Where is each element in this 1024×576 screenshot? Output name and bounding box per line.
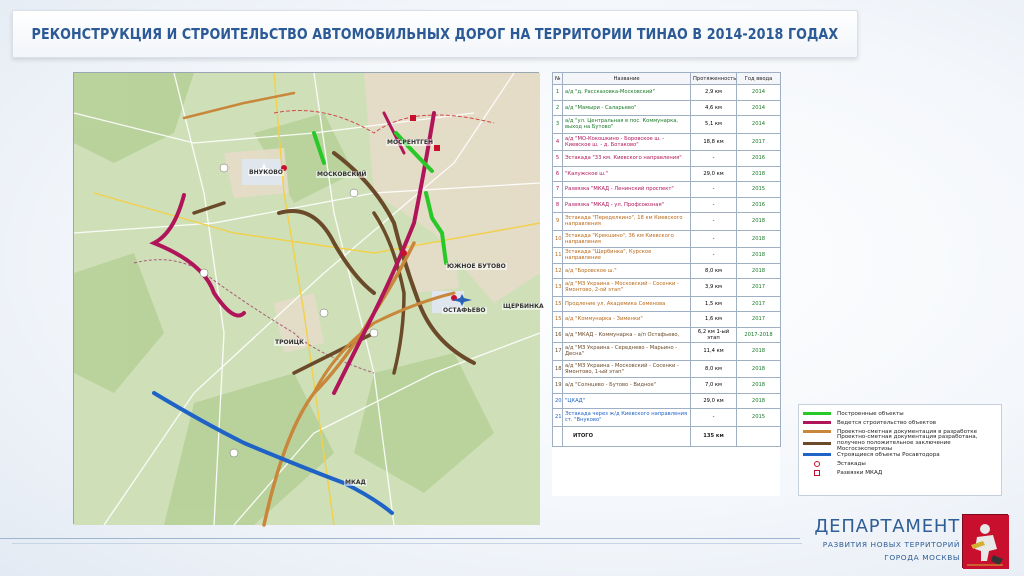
row-name: а/д "Солнцево - Бутово - Видное" (563, 378, 691, 394)
row-num: 1 (553, 85, 563, 101)
row-num: 18 (553, 360, 563, 378)
legend-item (803, 409, 997, 418)
row-length: 3,9 км (691, 279, 737, 297)
table-row (553, 116, 781, 134)
row-num: 8 (553, 197, 563, 213)
table-row (553, 327, 781, 343)
row-name: "Калужское ш." (563, 166, 691, 182)
roads-table-body (553, 85, 781, 427)
row-length: 4,6 км (691, 100, 737, 116)
row-num: 5 (553, 151, 563, 167)
map-legend (798, 404, 1002, 496)
table-header-row (553, 73, 781, 85)
legend-swatch (803, 430, 831, 433)
row-year: 2016 (737, 197, 781, 213)
row-length: 7,0 км (691, 378, 737, 394)
table-row (553, 378, 781, 394)
row-length: 11,4 км (691, 343, 737, 361)
row-num: 15 (553, 296, 563, 312)
row-num: 10 (553, 230, 563, 248)
total-value: 135 км (691, 426, 737, 446)
row-year: 2017 (737, 133, 781, 151)
row-length: - (691, 197, 737, 213)
table-row (553, 360, 781, 378)
legend-label: Проектно-сметная документация разработана, получено положительное заключение Мосгосэкспертизы (837, 434, 978, 452)
row-year: 2018 (737, 360, 781, 378)
table-row (553, 409, 781, 427)
table-row (553, 182, 781, 198)
row-length: 18,8 км (691, 133, 737, 151)
row-year: 2017 (737, 279, 781, 297)
department-name: ДЕПАРТАМЕНТ (814, 516, 960, 537)
table-row (553, 393, 781, 409)
row-length: 1,5 км (691, 296, 737, 312)
department-line1: РАЗВИТИЯ НОВЫХ ТЕРРИТОРИЙ (822, 540, 960, 549)
row-length: 8,0 км (691, 360, 737, 378)
row-year: 2017-2018 (737, 327, 781, 343)
row-year: 2015 (737, 182, 781, 198)
table-total-row (553, 426, 781, 446)
row-length: 2,9 км (691, 85, 737, 101)
col-header-length: Протяженность (691, 73, 737, 85)
map-label-ostafyevo: ОСТАФЬЕВО (443, 307, 486, 314)
map-panel[interactable] (73, 72, 544, 524)
table-row (553, 85, 781, 101)
legend-item (803, 418, 997, 427)
row-year: 2014 (737, 116, 781, 134)
row-year: 2018 (737, 213, 781, 231)
row-length: 6,2 км 1-ый этап (691, 327, 737, 343)
row-num: 20 (553, 393, 563, 409)
row-length: - (691, 151, 737, 167)
row-length: 1,6 км (691, 312, 737, 328)
row-name: Развязка "МКАД - Ленинский проспект" (563, 182, 691, 198)
table-row (553, 100, 781, 116)
row-length: - (691, 182, 737, 198)
row-num: 13 (553, 279, 563, 297)
table-row (553, 151, 781, 167)
table-row (553, 279, 781, 297)
row-year: 2018 (737, 248, 781, 264)
legend-label: Строящиеся объекты Росавтодора (837, 451, 940, 458)
row-length: - (691, 213, 737, 231)
row-num: 7 (553, 182, 563, 198)
table-row (553, 133, 781, 151)
row-name: Эстакада "Крекшино", 36 км Киевского направления (563, 230, 691, 248)
row-year: 2018 (737, 393, 781, 409)
row-name: а/д "МЗ Украина - Московский - Сосенки - Ямонтово, 2-ой этап" (563, 279, 691, 297)
col-header-num: № (553, 73, 563, 85)
table-row (553, 197, 781, 213)
row-name: а/д "МКАД - Коммунарка - а/п Остафьево, (563, 327, 691, 343)
row-length: - (691, 409, 737, 427)
row-year: 2017 (737, 296, 781, 312)
row-length: 29,0 км (691, 166, 737, 182)
table-row (553, 166, 781, 182)
legend-label: Ведется строительство объектов (837, 419, 937, 426)
table-row (553, 343, 781, 361)
row-num: 21 (553, 409, 563, 427)
row-length: - (691, 230, 737, 248)
row-num: 3 (553, 116, 563, 134)
row-year: 2017 (737, 312, 781, 328)
col-header-name: Название (563, 73, 691, 85)
table-row (553, 248, 781, 264)
legend-label: Построенные объекты (837, 410, 904, 417)
row-year: 2014 (737, 85, 781, 101)
row-num: 6 (553, 166, 563, 182)
row-name: а/д "МЗ Украина - Московский - Сосенки - Ямонтово, 1-ый этап" (563, 360, 691, 378)
row-year: 2014 (737, 100, 781, 116)
table-row (553, 296, 781, 312)
row-name: Эстакада "33 км. Киевского направления" (563, 151, 691, 167)
legend-swatch (803, 453, 831, 456)
row-year: 2015 (737, 409, 781, 427)
legend-label: Развязки МКАД (837, 469, 883, 476)
overpass-marker-icon (803, 461, 831, 467)
row-year: 2018 (737, 230, 781, 248)
footer-divider-2 (12, 543, 802, 544)
department-block (810, 516, 960, 563)
row-year: 2018 (737, 378, 781, 394)
row-num: 9 (553, 213, 563, 231)
row-num: 17 (553, 343, 563, 361)
map-label-mkad: МКАД (345, 479, 366, 486)
row-num: 16 (553, 327, 563, 343)
row-num: 12 (553, 263, 563, 279)
row-name: Эстакада "Щербинка", Курское направление (563, 248, 691, 264)
row-name: а/д "Коммунарка - Зименки" (563, 312, 691, 328)
row-name: Продление ул. Академика Семенова (563, 296, 691, 312)
row-name: а/д "ул. Центральная в пос. Коммунарка, выход на Бутово" (563, 116, 691, 134)
row-length: 29,0 км (691, 393, 737, 409)
row-year: 2018 (737, 166, 781, 182)
row-name: Эстакада "Переделкино", 18 км Киевского направления (563, 213, 691, 231)
row-length: 5,1 км (691, 116, 737, 134)
row-name: а/д "МО-Кокошкино - Боровское ш. - Киевское ш. - д. Ботаково" (563, 133, 691, 151)
map-label-shcherbinka: ЩЕРБИНКА (503, 303, 544, 310)
total-label: ИТОГО (563, 426, 691, 446)
map-canvas[interactable] (74, 73, 540, 525)
row-num: 2 (553, 100, 563, 116)
roads-table-panel (552, 72, 780, 496)
row-year: 2018 (737, 263, 781, 279)
legend-swatch (803, 442, 831, 445)
legend-item (803, 459, 997, 468)
row-num: 19 (553, 378, 563, 394)
legend-label: Проектно-сметная документация в разработке (837, 428, 978, 435)
page-title: РЕКОНСТРУКЦИЯ И СТРОИТЕЛЬСТВО АВТОМОБИЛЬНЫХ ДОРОГ НА ТЕРРИТОРИИ ТИНАО В 2014-2018 ГОДАХ (31, 25, 839, 43)
row-name: а/д "д. Рассказовка-Московский" (563, 85, 691, 101)
row-year: 2018 (737, 343, 781, 361)
legend-item (803, 436, 997, 450)
map-label-troitsk: ТРОИЦК (275, 339, 305, 346)
map-label-moskovsky: МОСКОВСКИЙ (317, 171, 367, 178)
legend-label: Эстакады (837, 460, 866, 467)
row-length: 8,0 км (691, 263, 737, 279)
map-label-vnukovo: ВНУКОВО (249, 169, 283, 176)
footer-divider (0, 538, 800, 539)
table-row (553, 213, 781, 231)
legend-item (803, 468, 997, 477)
row-name: Развязка "МКАД - ул. Профсоюзная" (563, 197, 691, 213)
row-name: а/д "Мамыри - Саларьево" (563, 100, 691, 116)
map-label-yuzhnoe-butovo: ЮЖНОЕ БУТОВО (447, 263, 506, 270)
roads-table (552, 72, 781, 447)
department-line2: ГОРОДА МОСКВЫ (884, 553, 960, 562)
row-name: Эстакада через ж/д Киевского направления ст. "Внуково" (563, 409, 691, 427)
title-banner (12, 10, 858, 58)
row-length: - (691, 248, 737, 264)
col-header-year: Год ввода (737, 73, 781, 85)
table-row (553, 263, 781, 279)
map-label-mosrentgen: МОСРЕНТГЕН (387, 139, 434, 146)
row-name: а/д "МЗ Украина - Середнево - Марьино - Десна" (563, 343, 691, 361)
row-year: 2016 (737, 151, 781, 167)
row-num: 15 (553, 312, 563, 328)
row-name: а/д "Боровское ш." (563, 263, 691, 279)
row-name: "ЦКАД" (563, 393, 691, 409)
table-row (553, 312, 781, 328)
moscow-coat-of-arms-icon (962, 514, 1008, 568)
legend-swatch (803, 421, 831, 424)
table-row (553, 230, 781, 248)
interchange-marker-icon (803, 470, 831, 476)
row-num: 11 (553, 248, 563, 264)
row-num: 4 (553, 133, 563, 151)
legend-swatch (803, 412, 831, 415)
